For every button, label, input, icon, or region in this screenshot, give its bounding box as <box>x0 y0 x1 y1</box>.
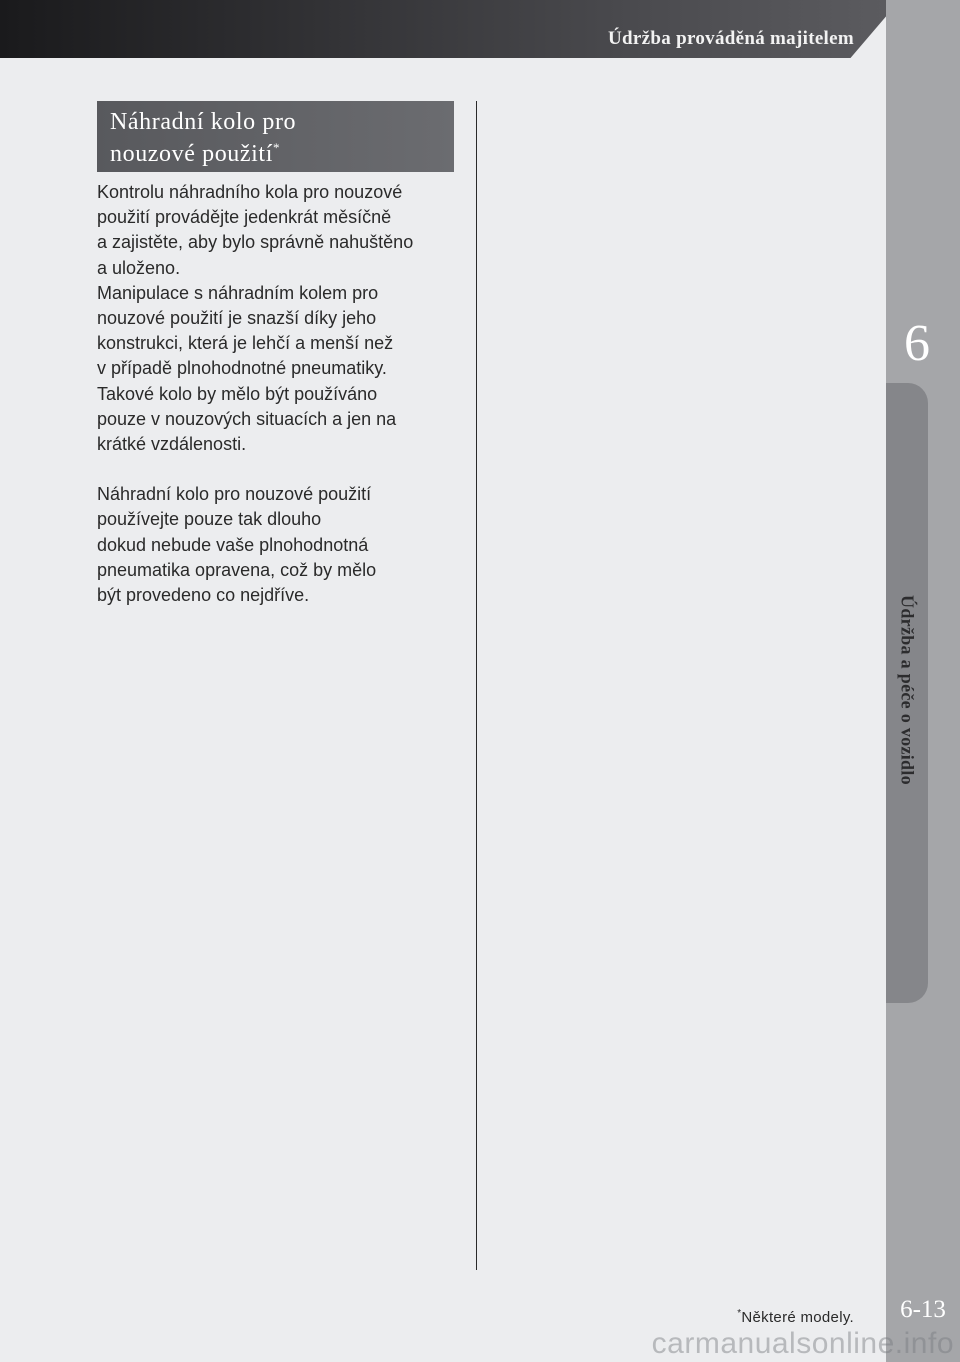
column-divider <box>476 101 477 1270</box>
body-line: krátké vzdálenosti. <box>97 434 247 455</box>
chapter-number: 6 <box>904 315 930 372</box>
body-line: pneumatika opravena, což by mělo <box>97 559 377 580</box>
body-line: Takové kolo by mělo být používáno <box>97 383 378 404</box>
body-line: Manipulace s náhradním kolem pro <box>97 282 379 303</box>
body-line: dokud nebude vaše plnohodnotná <box>97 534 369 555</box>
body-text <box>97 180 462 608</box>
body-line: použití provádějte jedenkrát měsíčně <box>97 207 392 228</box>
section-heading <box>97 101 454 172</box>
footnote-marker: * <box>272 140 281 155</box>
body-line: v případě plnohodnotné pneumatiky. <box>97 358 387 379</box>
body-line: být provedeno co nejdříve. <box>97 585 310 606</box>
section-heading-text: nouzové použití <box>110 141 273 167</box>
running-header-title: Údržba prováděná majitelem <box>608 28 854 49</box>
body-line: konstrukci, která je lehčí a menší než <box>97 333 394 354</box>
body-line: pouze v nouzových situacích a jen na <box>97 408 397 429</box>
watermark: carmanualsonline.info <box>651 1327 954 1360</box>
footnote-text: Některé modely. <box>741 1309 854 1326</box>
body-line: a zajistěte, aby bylo správně nahuštěno <box>97 232 414 253</box>
page-number: 6-13 <box>900 1296 946 1323</box>
section-heading-line-2 <box>110 138 442 170</box>
chapter-label: Údržba a péče o vozidlo <box>897 595 918 785</box>
body-line: nouzové použití je snazší díky jeho <box>97 308 377 329</box>
paragraph-gap <box>97 457 462 482</box>
body-line: Kontrolu náhradního kola pro nouzové <box>97 182 403 202</box>
body-line: a uloženo. <box>97 257 181 278</box>
section-heading-line-1: Náhradní kolo pro <box>110 109 297 135</box>
body-line: používejte pouze tak dlouho <box>97 509 322 530</box>
body-line: Náhradní kolo pro nouzové použití <box>97 484 372 505</box>
footnote-marker: * <box>737 1308 742 1319</box>
footnote <box>737 1309 854 1326</box>
